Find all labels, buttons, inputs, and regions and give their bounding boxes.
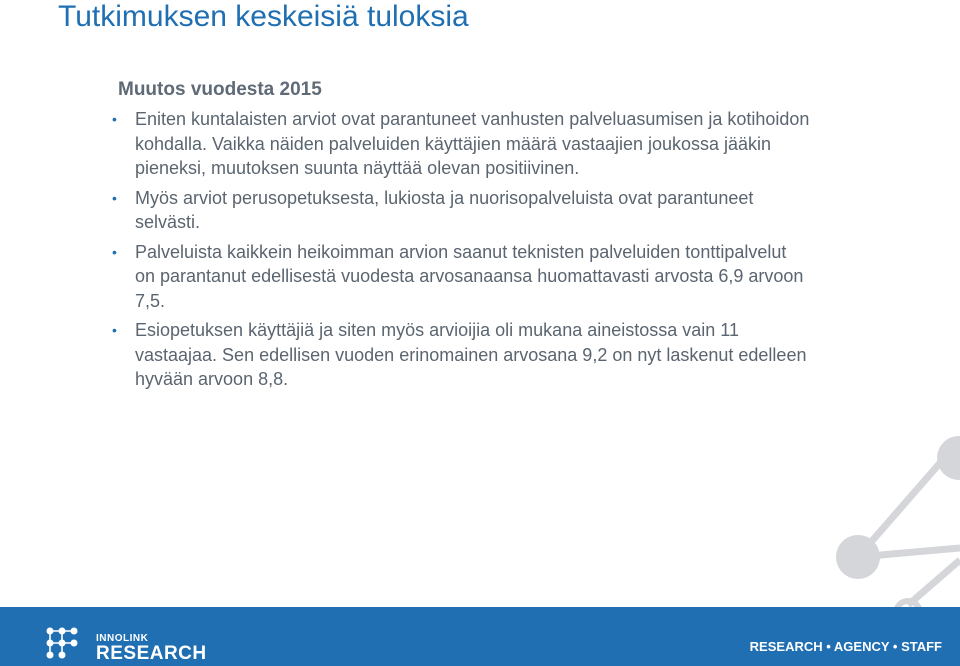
footer-bar [0,607,960,666]
bullet-text: Myös arviot perusopetuksesta, lukiosta ja nuorisopalveluista ovat parantuneet selvästi. [135,187,754,232]
innolink-logo-icon [44,627,90,663]
slide-title: Tutkimuksen keskeisiä tuloksia [58,0,469,33]
bullet-text: Eniten kuntalaisten arviot ovat parantuneet vanhusten palveluasumisen ja kotihoidon kohdalla. Vaikka näiden palveluiden käyttäjien määrä vastaajien joukossa jääkin pieneksi, muutoksen suunta näyttää olevan positiivinen. [135,109,810,178]
bullet-list [110,107,810,397]
brand-name-large: RESEARCH [96,643,207,664]
bullet-item [110,240,810,314]
bullet-item [110,186,810,235]
bullet-dot: • [112,189,117,206]
bullet-item [110,318,810,392]
brand-name-small: INNOLINK [96,633,149,644]
decor-circle [836,535,880,579]
bullet-dot: • [112,322,117,338]
bullet-dot: • [112,243,117,260]
bullet-dot: • [112,111,117,127]
bullet-item [110,107,810,181]
bullet-text: Palveluista kaikkein heikoimman arvion saanut teknisten palveluiden tonttipalvelut on parantanut edellisestä vuodesta arvosanaansa huomattavasti arvosta 6,9 arvoon 7,5. [135,241,804,311]
decor-circle [937,436,960,480]
footer-tagline: RESEARCH • AGENCY • STAFF [749,639,942,654]
bullet-text: Esiopetuksen käyttäjiä ja siten myös arvioijia oli mukana aineistossa vain 11 vastaajaa. Sen edellisen vuoden erinomainen arvosana 9,2 on nyt laskenut edelleen hyvään arvoon 8,8. [135,320,807,389]
section-subtitle: Muutos vuodesta 2015 [118,79,322,100]
